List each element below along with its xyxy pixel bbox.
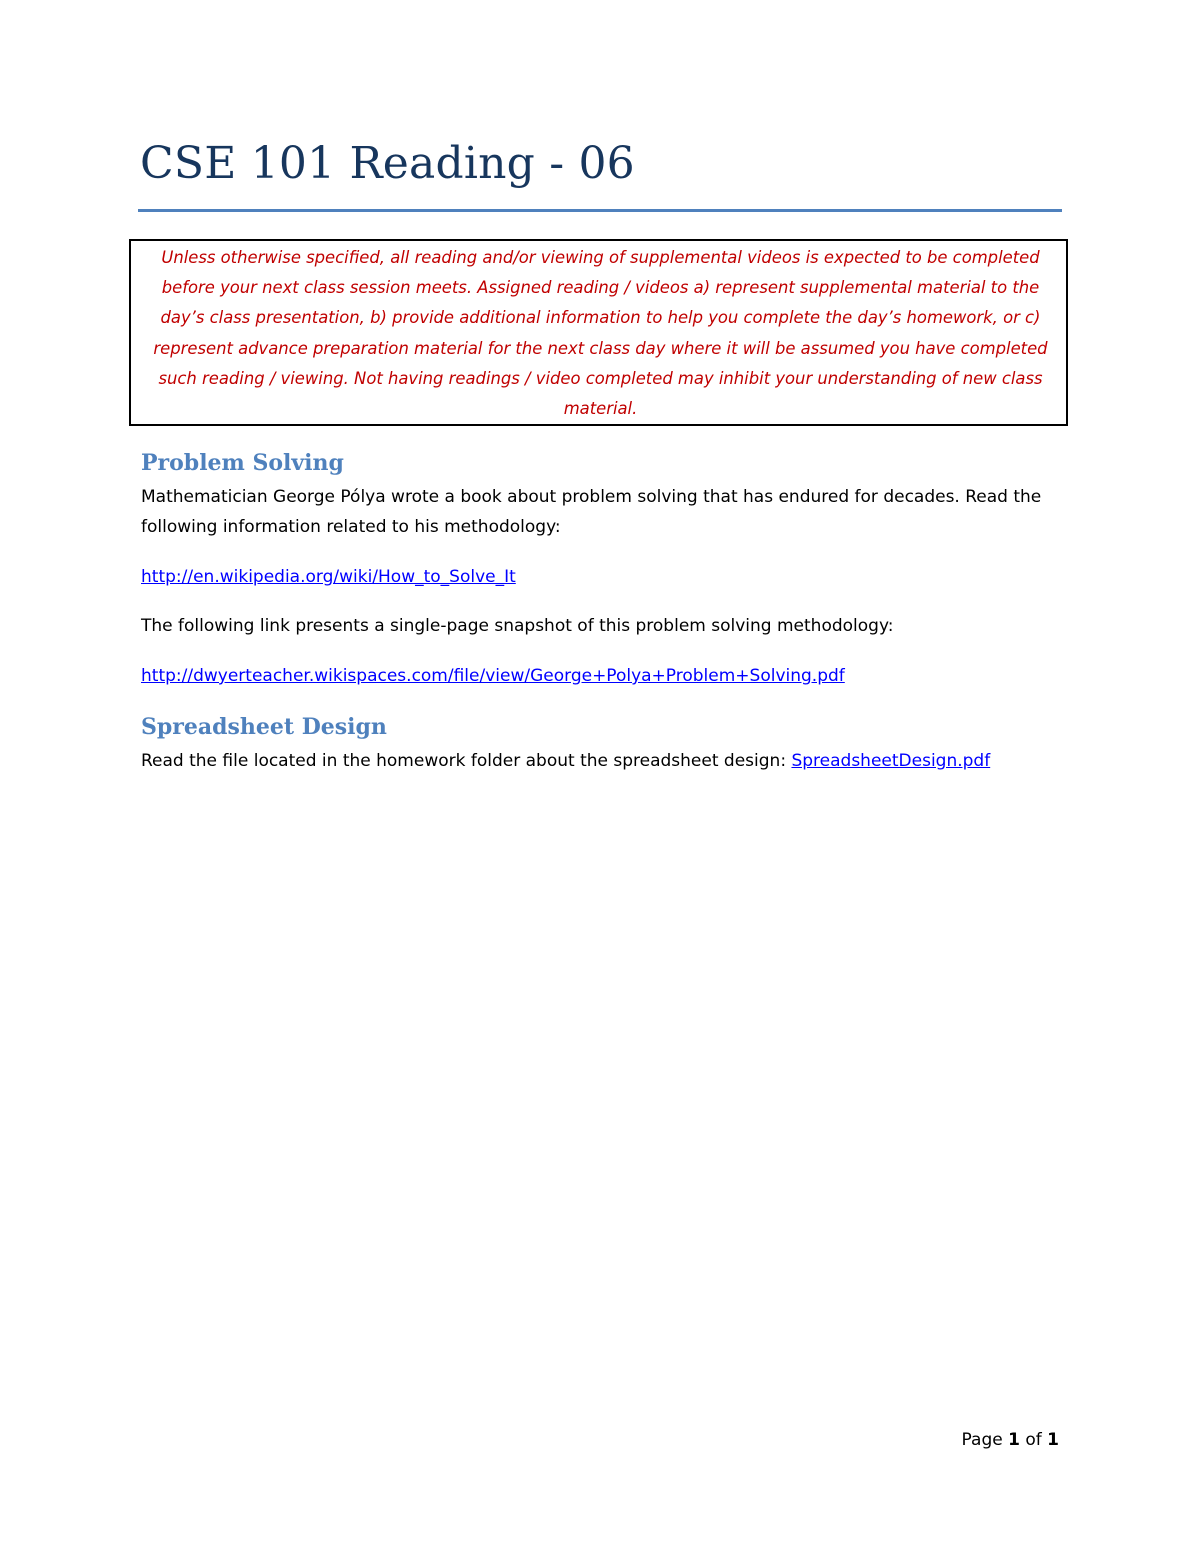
problem-solving-intro: Mathematician George Pólya wrote a book about problem solving that has endured for decades. Read the following information related to his methodology: — [141, 487, 1042, 537]
total-pages-number: 1 — [1047, 1430, 1059, 1450]
spreadsheet-design-heading: Spreadsheet Design — [141, 714, 387, 740]
wikipedia-link-paragraph — [141, 562, 1066, 592]
of-label: of — [1025, 1430, 1042, 1450]
polya-problem-solving-pdf-link[interactable]: http://dwyerteacher.wikispaces.com/file/view/George+Polya+Problem+Solving.pdf — [141, 666, 845, 686]
polya-pdf-link-paragraph — [141, 661, 1066, 691]
snapshot-text: The following link presents a single-page snapshot of this problem solving methodology: — [141, 616, 894, 636]
wikipedia-how-to-solve-it-link[interactable]: http://en.wikipedia.org/wiki/How_to_Solve_It — [141, 567, 516, 587]
page-label: Page — [961, 1430, 1003, 1450]
notice-text: Unless otherwise specified, all reading and/or viewing of supplemental videos is expected to be completed before your next class session meets. Assigned reading / videos a) represent supplemental material to the day’s class presentation, b) provide additional information to help you complete the day’s homework, or c) represent advance preparation material for the next class day where it will be assumed you have completed such reading / viewing. Not having readings / video completed may inhibit your understanding of new class material. — [153, 248, 1048, 419]
title-underline — [138, 209, 1062, 212]
spreadsheet-design-text: Read the file located in the homework folder about the spreadsheet design: — [141, 751, 792, 771]
page-number-footer — [962, 1430, 1059, 1450]
spreadsheet-design-paragraph — [141, 746, 1066, 776]
spreadsheet-design-pdf-link[interactable]: SpreadsheetDesign.pdf — [791, 751, 991, 771]
current-page-number: 1 — [1008, 1430, 1020, 1450]
problem-solving-heading: Problem Solving — [141, 450, 344, 476]
document-title: CSE 101 Reading - 06 — [140, 138, 635, 189]
